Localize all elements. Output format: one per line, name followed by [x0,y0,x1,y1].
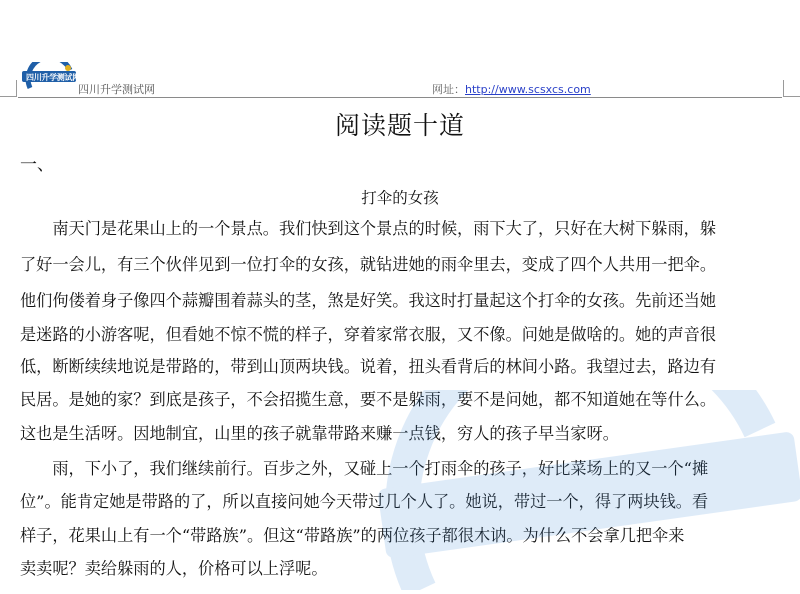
paragraph-line: 南天门是花果山上的一个景点。我们快到这个景点的时候，雨下大了，只好在大树下躲雨，躲 [20,219,717,238]
logo-text: 四川升学测试网 [26,73,80,82]
header-divider [18,97,782,98]
paragraph-line: 位”。能肯定她是带路的了，所以直接问她今天带过几个人了。她说，带过一个，得了两块钱。看 [20,492,709,511]
crop-mark-left-horizontal [0,96,16,97]
paragraph-line: 是迷路的小游客呢，但看她不惊不慌的样子，穿着家常衣服，又不像。问她是做啥的。她的声音很 [20,325,717,344]
url-group [432,81,591,97]
paragraph-line: 他们佝偻着身子像四个蒜瓣围着蒜头的茎，煞是好笑。我这时打量起这个打伞的女孩。先前还当她 [20,291,717,310]
story-title: 打伞的女孩 [361,189,439,207]
url-label: 网址： [432,83,465,96]
crop-mark-right-vertical [783,80,784,97]
paragraph-line: 卖卖呢？卖给躲雨的人，价格可以上浮呢。 [20,559,328,578]
site-name: 四川升学测试网 [78,83,155,96]
site-url-link[interactable]: http://www.scsxcs.com [465,83,591,96]
document-title: 阅读题十道 [334,111,465,140]
page-header [18,62,782,96]
section-number: 一、 [20,155,54,175]
paragraph-line: 低，断断续续地说是带路的，带到山顶两块钱。说着，扭头看背后的林间小路。我望过去，路边有 [20,357,717,376]
paragraph-line: 样子，花果山上有一个“带路族”。但这“带路族”的两位孩子都很木讷。为什么不会拿几把伞来 [20,526,685,545]
paragraph-line: 民居。是她的家？到底是孩子，不会招揽生意，要不是躲雨，要不是问她，都不知道她在等什么。 [20,390,717,409]
crop-mark-right-horizontal [784,96,800,97]
paragraph-line: 雨，下小了，我们继续前行。百步之外，又碰上一个打雨伞的孩子，好比菜场上的又一个“摊 [20,459,709,478]
paragraph-line: 这也是生活呀。因地制宜，山里的孩子就靠带路来赚一点钱，穷人的孩子早当家呀。 [20,424,619,443]
site-logo [20,62,78,92]
crop-mark-left-vertical [16,80,17,97]
paragraph-line: 了好一会儿，有三个伙伴见到一位打伞的女孩，就钻进她的雨伞里去，变成了四个人共用一把伞。 [20,255,717,274]
